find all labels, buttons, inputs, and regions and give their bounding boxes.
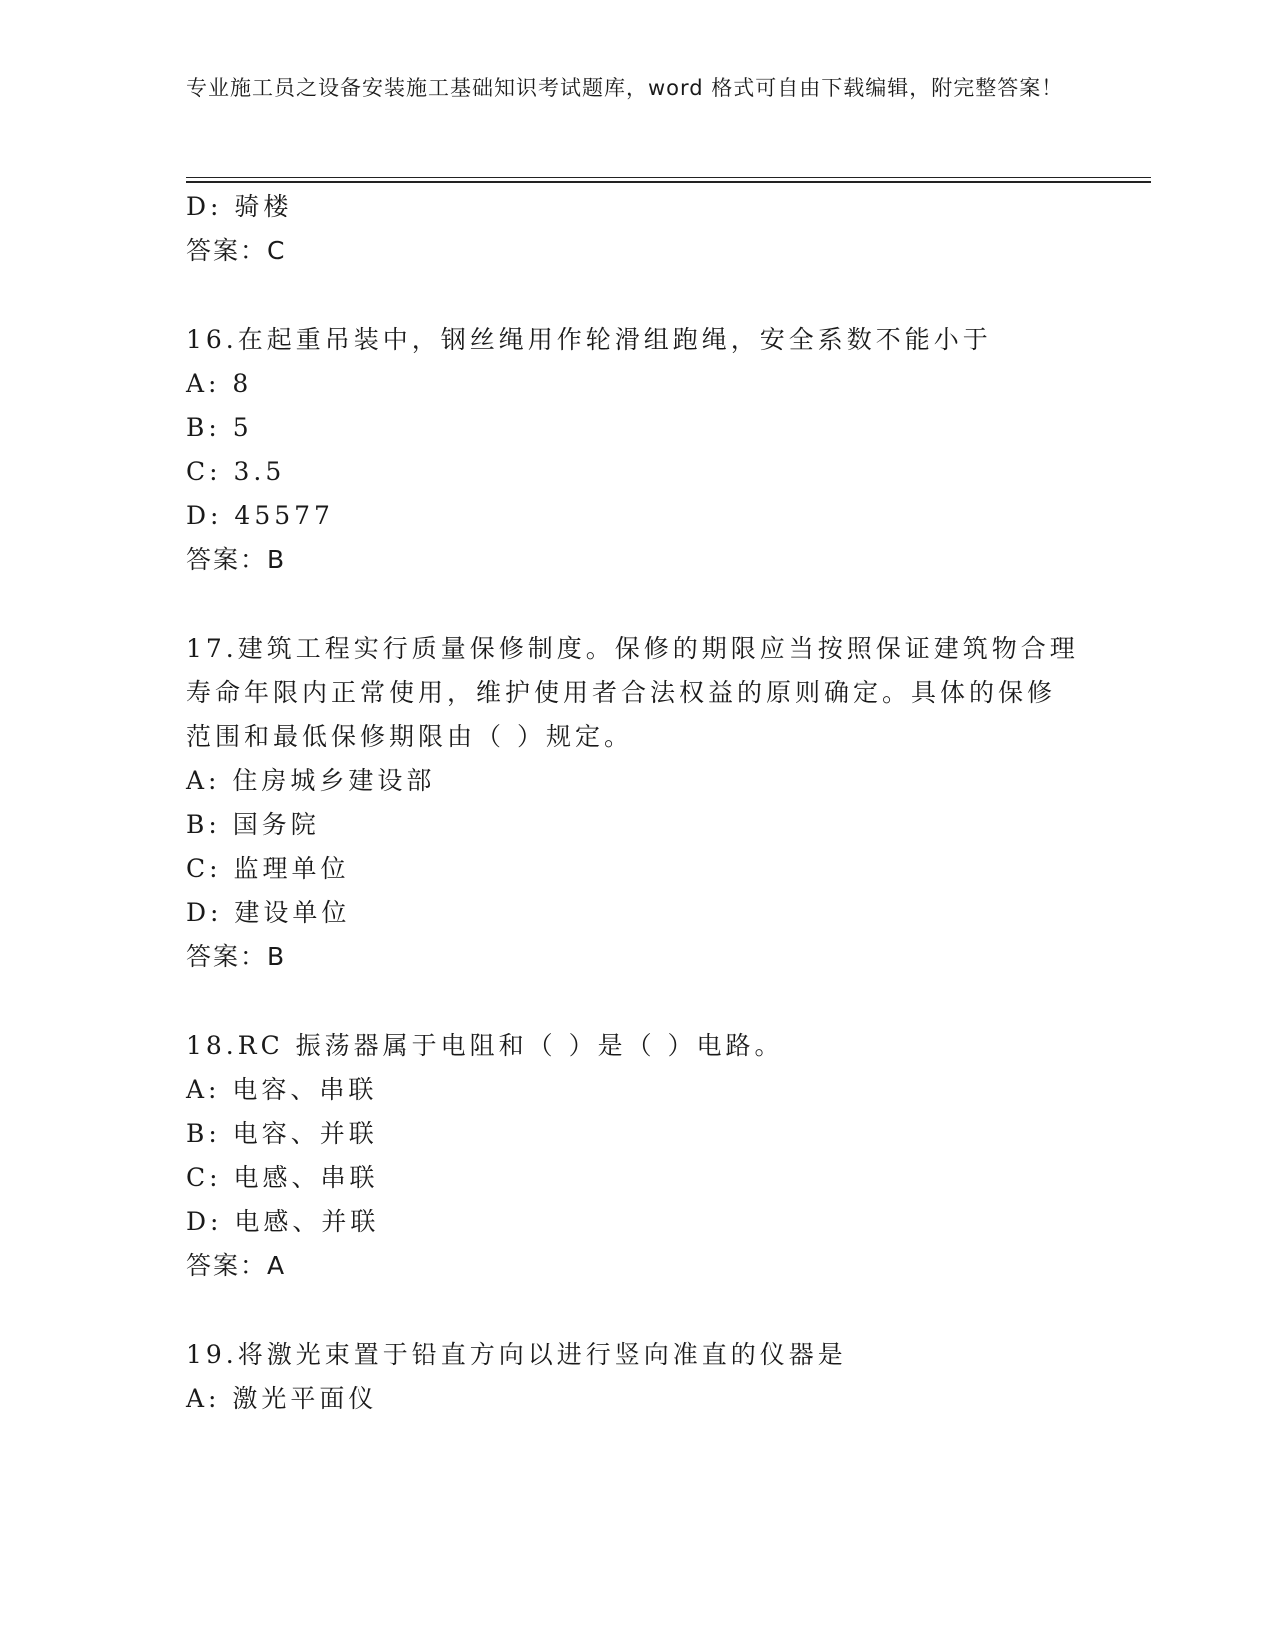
document-header: 专业施工员之设备安装施工基础知识考试题库，word 格式可自由下载编辑，附完整答案！ [186, 76, 1064, 100]
option-b: B: 电容、并联 [186, 1119, 378, 1148]
answer-15: 答案：C [186, 236, 287, 265]
option-d: D: 电感、并联 [186, 1207, 380, 1236]
option-a: A: 8 [186, 369, 253, 398]
option-b: B: 国务院 [186, 810, 320, 839]
option-a: A: 电容、串联 [186, 1075, 378, 1104]
option-d: D: 45577 [186, 501, 334, 530]
question-17: 17.建筑工程实行质量保修制度。保修的期限应当按照保证建筑物合理 [186, 634, 1079, 663]
question-18: 18.RC 振荡器属于电阻和（ ）是（ ）电路。 [186, 1031, 784, 1060]
question-16: 16.在起重吊装中，钢丝绳用作轮滑组跑绳，安全系数不能小于 [186, 325, 992, 354]
question-17: 寿命年限内正常使用，维护使用者合法权益的原则确定。具体的保修 [186, 678, 1057, 707]
answer-18: 答案：A [186, 1251, 287, 1280]
header-rule-thick [186, 181, 1151, 183]
option-d: D: 骑楼 [186, 192, 293, 221]
answer-17: 答案：B [186, 942, 287, 971]
option-c: C: 监理单位 [186, 854, 350, 883]
option-c: C: 3.5 [186, 457, 286, 486]
question-19: 19.将激光束置于铅直方向以进行竖向准直的仪器是 [186, 1340, 847, 1369]
answer-16: 答案：B [186, 545, 287, 574]
option-a: A: 激光平面仪 [186, 1384, 378, 1413]
option-d: D: 建设单位 [186, 898, 351, 927]
option-a: A: 住房城乡建设部 [186, 766, 436, 795]
option-c: C: 电感、串联 [186, 1163, 379, 1192]
question-17: 范围和最低保修期限由（ ）规定。 [186, 722, 633, 751]
header-rule-thin [186, 177, 1151, 178]
option-b: B: 5 [186, 413, 253, 442]
